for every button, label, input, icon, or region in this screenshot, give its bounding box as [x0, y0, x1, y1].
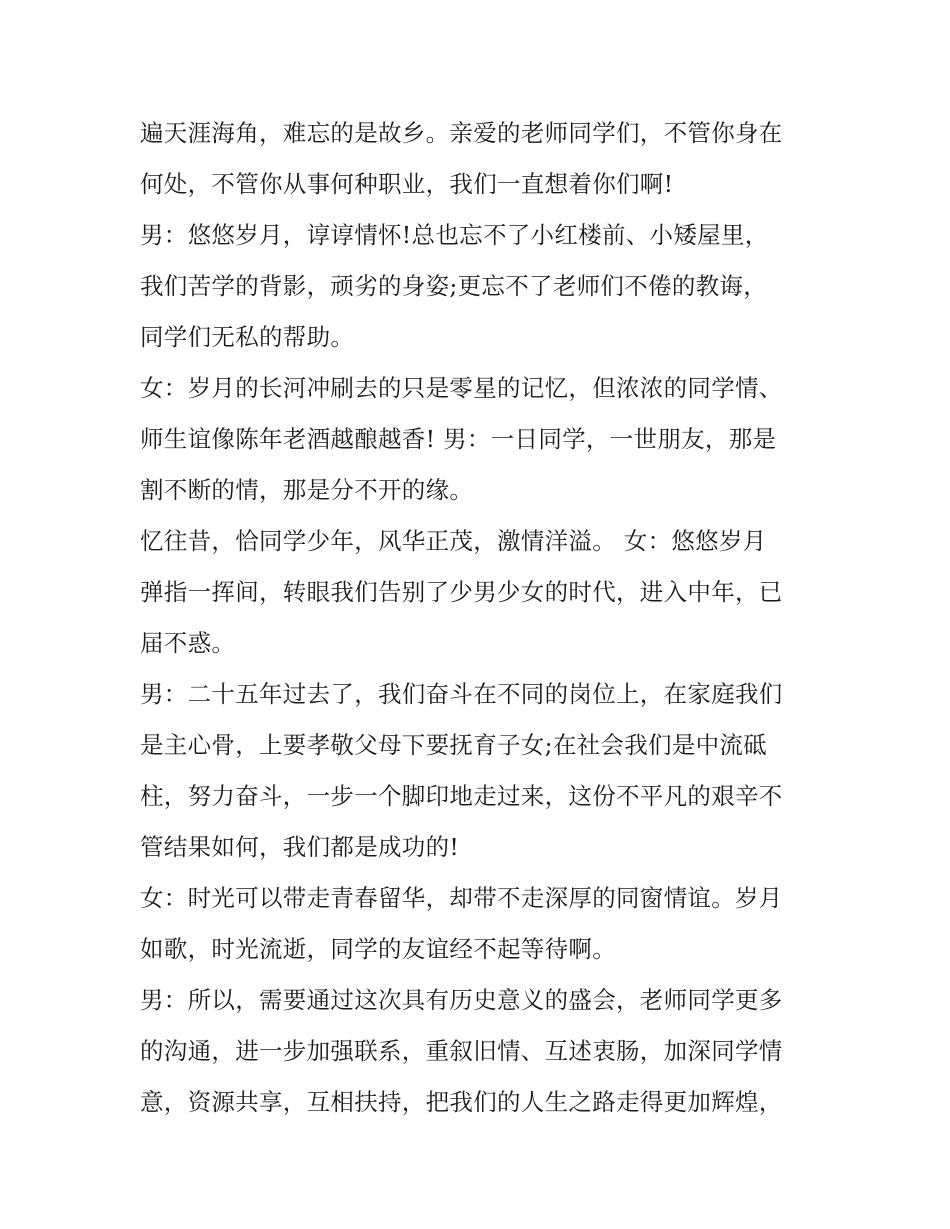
text-line: 男：悠悠岁月，谆谆情怀!总也忘不了小红楼前、小矮屋里，: [140, 221, 769, 249]
text-line: 师生谊像陈年老酒越酿越香! 男：一日同学，一世朋友，那是: [140, 425, 777, 453]
text-line: 忆往昔，恰同学少年，风华正茂，激情洋溢。 女：悠悠岁月: [140, 527, 767, 555]
text-line: 同学们无私的帮助。: [140, 323, 355, 351]
text-line: 遍天涯海角，难忘的是故乡。亲爱的老师同学们，不管你身在: [140, 119, 783, 147]
text-line: 割不断的情，那是分不开的缘。: [140, 476, 474, 504]
document-body: [140, 108, 830, 1128]
text-line: 男：所以，需要通过这次具有历史意义的盛会，老师同学更多: [140, 986, 783, 1014]
text-line: 女：时光可以带走青春留华，却带不走深厚的同窗情谊。岁月: [140, 884, 783, 912]
text-line: 的沟通，进一步加强联系，重叙旧情、互述衷肠，加深同学情: [140, 1037, 783, 1065]
text-line: 我们苦学的背影，顽劣的身姿;更忘不了老师们不倦的教诲，: [140, 272, 768, 300]
text-line: 弹指一挥间，转眼我们告别了少男少女的时代，进入中年，已: [140, 578, 783, 606]
text-line: 管结果如何，我们都是成功的!: [140, 833, 460, 861]
text-line: 意，资源共享，互相扶持，把我们的人生之路走得更加辉煌，: [140, 1088, 783, 1116]
text-line: 何处，不管你从事何种职业，我们一直想着你们啊!: [140, 170, 674, 198]
text-line: 如歌，时光流逝，同学的友谊经不起等待啊。: [140, 935, 616, 963]
text-line: 是主心骨，上要孝敬父母下要抚育子女;在社会我们是中流砥: [140, 731, 768, 759]
text-line: 男：二十五年过去了，我们奋斗在不同的岗位上，在家庭我们: [140, 680, 783, 708]
text-line: 届不惑。: [140, 629, 236, 657]
text-line: 女：岁月的长河冲刷去的只是零星的记忆，但浓浓的同学情、: [140, 374, 783, 402]
text-line: 柱，努力奋斗，一步一个脚印地走过来，这份不平凡的艰辛不: [140, 782, 783, 810]
